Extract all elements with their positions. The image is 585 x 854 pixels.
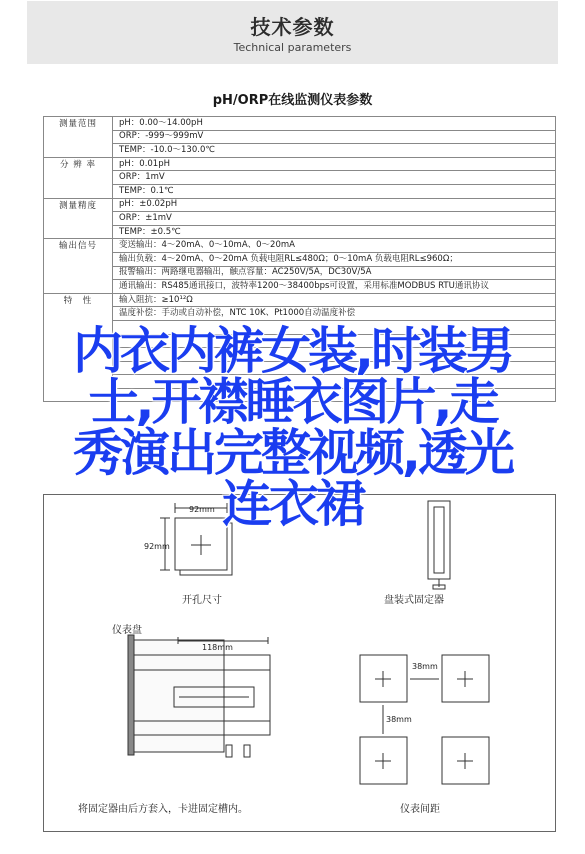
spec-row <box>44 252 556 266</box>
insert-caption: 将固定器由后方套入，卡进固定槽内。 <box>78 804 248 815</box>
spec-value: pH：±0.02pH <box>113 198 556 212</box>
spec-value: 输入阻抗：≥10¹²Ω <box>113 293 556 307</box>
overlay-line: 内衣内裤女装,时装男 <box>73 322 512 380</box>
spacing-caption: 仪表间距 <box>400 804 440 815</box>
header-banner <box>27 1 558 64</box>
installation-diagram <box>43 494 556 832</box>
spec-row <box>44 239 556 253</box>
spec-row <box>44 157 556 171</box>
panel-mount-caption: 盘装式固定器 <box>384 595 444 606</box>
overlay-watermark-text <box>0 322 585 533</box>
spec-value: 温度补偿：手动或自动补偿，NTC 10K、Pt1000自动温度补偿 <box>113 307 556 321</box>
header-title: 技术参数 <box>250 15 335 39</box>
spec-row <box>44 225 556 239</box>
spacing-horizontal-label: 38mm <box>412 662 438 671</box>
spec-row <box>44 307 556 321</box>
spec-category: 测量范围 <box>44 117 113 158</box>
spec-category: 测量精度 <box>44 198 113 239</box>
spec-row <box>44 293 556 307</box>
spec-row <box>44 117 556 131</box>
spec-row <box>44 144 556 158</box>
spec-category: 输出信号 <box>44 239 113 293</box>
cutout-width-label: 92mm <box>189 505 215 514</box>
overlay-line: 士,开襟睡衣图片,走 <box>88 373 497 431</box>
overlay-line: 连衣裙 <box>222 475 363 533</box>
spec-row <box>44 171 556 185</box>
side-depth-label: 118mm <box>202 643 233 652</box>
spec-value: 报警输出：两路继电器输出，触点容量：AC250V/5A，DC30V/5A <box>113 266 556 280</box>
spec-value: 变送输出：4～20mA、0～10mA、0～20mA <box>113 239 556 253</box>
spec-value: ORP：-999～999mV <box>113 130 556 144</box>
spec-category: 分 辨 率 <box>44 157 113 198</box>
spec-value: TEMP：-10.0～130.0℃ <box>113 144 556 158</box>
spec-value: ORP：±1mV <box>113 212 556 226</box>
spec-row <box>44 280 556 294</box>
overlay-line: 秀演出完整视频,透光 <box>73 424 512 482</box>
spec-row <box>44 198 556 212</box>
panel-label: 仪表盘 <box>112 625 142 636</box>
spec-category: 特 性 <box>44 293 113 402</box>
spec-value: pH：0.01pH <box>113 157 556 171</box>
spec-value: TEMP：±0.5℃ <box>113 225 556 239</box>
cutout-height-label: 92mm <box>144 542 170 551</box>
document-title: pH/ORP在线监测仪表参数 <box>212 93 373 108</box>
spec-row <box>44 212 556 226</box>
spacing-drawing <box>360 655 489 784</box>
spacing-vertical-label: 38mm <box>386 715 412 724</box>
spec-value: TEMP：0.1℃ <box>113 184 556 198</box>
spec-value: pH：0.00～14.00pH <box>113 117 556 131</box>
spec-row <box>44 184 556 198</box>
cutout-caption: 开孔尺寸 <box>182 595 222 606</box>
spec-value: 输出负载：4～20mA、0～20mA 负载电阻RL≤480Ω；0～10mA 负载电阻RL≤960Ω； <box>113 252 556 266</box>
spec-value: 通讯输出：RS485通讯接口，波特率1200～38400bps可设置，采用标准MODBUS RTU通讯协议 <box>113 280 556 294</box>
spec-row <box>44 130 556 144</box>
diagram-drawing <box>44 495 557 833</box>
spec-value: ORP：1mV <box>113 171 556 185</box>
side-view-drawing <box>128 635 270 757</box>
spec-row <box>44 266 556 280</box>
header-subtitle: Technical parameters <box>233 41 352 54</box>
